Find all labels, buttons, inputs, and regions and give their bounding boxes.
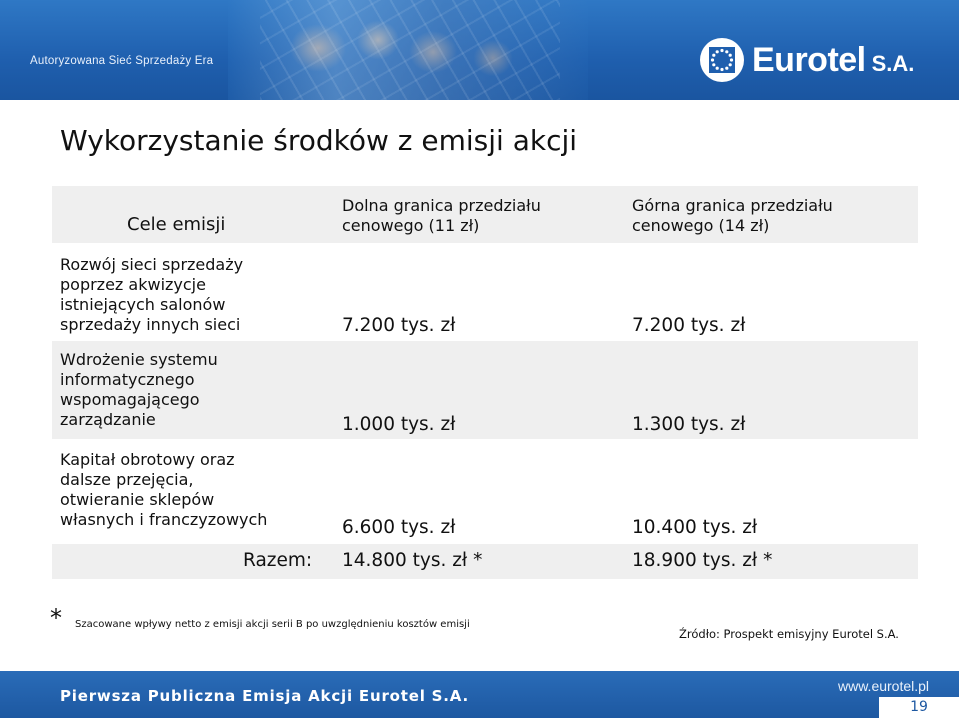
page-title: Wykorzystanie środków z emisji akcji <box>60 124 578 157</box>
table-row-goal: Kapitał obrotowy oraz dalsze przejęcia, otwieranie sklepów własnych i franczyzowych <box>60 450 268 529</box>
header-banner <box>0 0 959 100</box>
logo-suffix: S.A. <box>871 51 915 76</box>
table-row-goal: Rozwój sieci sprzedaży poprzez akwizycje istniejących salonów sprzedaży innych sieci <box>60 255 244 334</box>
source-note: Źródło: Prospekt emisyjny Eurotel S.A. <box>679 627 899 641</box>
page-number: 19 <box>879 697 959 718</box>
footer-banner <box>0 671 959 718</box>
footer-url: www.eurotel.pl <box>838 678 930 694</box>
logo-wordmark: Eurotel <box>752 40 866 79</box>
header-photo-texture <box>260 0 560 100</box>
table-row-goal: Wdrożenie systemu informatycznego wspomagającego zarządzanie <box>60 350 218 429</box>
footer-title: Pierwsza Publiczna Emisja Akcji Eurotel S.A. <box>60 687 469 705</box>
footnote-asterisk: * <box>50 604 62 632</box>
table-row-lower: 7.200 tys. zł <box>342 315 456 336</box>
eu-stars-icon <box>700 38 744 82</box>
table-total-row <box>52 544 918 579</box>
table-row-lower: 6.600 tys. zł <box>342 517 456 538</box>
table-row-upper: 10.400 tys. zł <box>632 517 758 538</box>
eurotel-logo <box>700 38 914 82</box>
table-row-upper: 7.200 tys. zł <box>632 315 746 336</box>
total-upper: 18.900 tys. zł * <box>632 550 773 571</box>
total-lower: 14.800 tys. zł * <box>342 550 483 571</box>
footnote-text: Szacowane wpływy netto z emisji akcji serii B po uwzględnieniu kosztów emisji <box>75 619 470 630</box>
header-lower-bound: Dolna granica przedziału cenowego (11 zł) <box>342 196 541 235</box>
header-upper-bound: Górna granica przedziału cenowego (14 zł) <box>632 196 833 235</box>
total-label: Razem: <box>243 550 313 571</box>
header-goal: Cele emisji <box>127 214 226 235</box>
table-row-lower: 1.000 tys. zł <box>342 414 456 435</box>
table-row-upper: 1.300 tys. zł <box>632 414 746 435</box>
header-tagline: Autoryzowana Sieć Sprzedaży Era <box>30 55 214 67</box>
